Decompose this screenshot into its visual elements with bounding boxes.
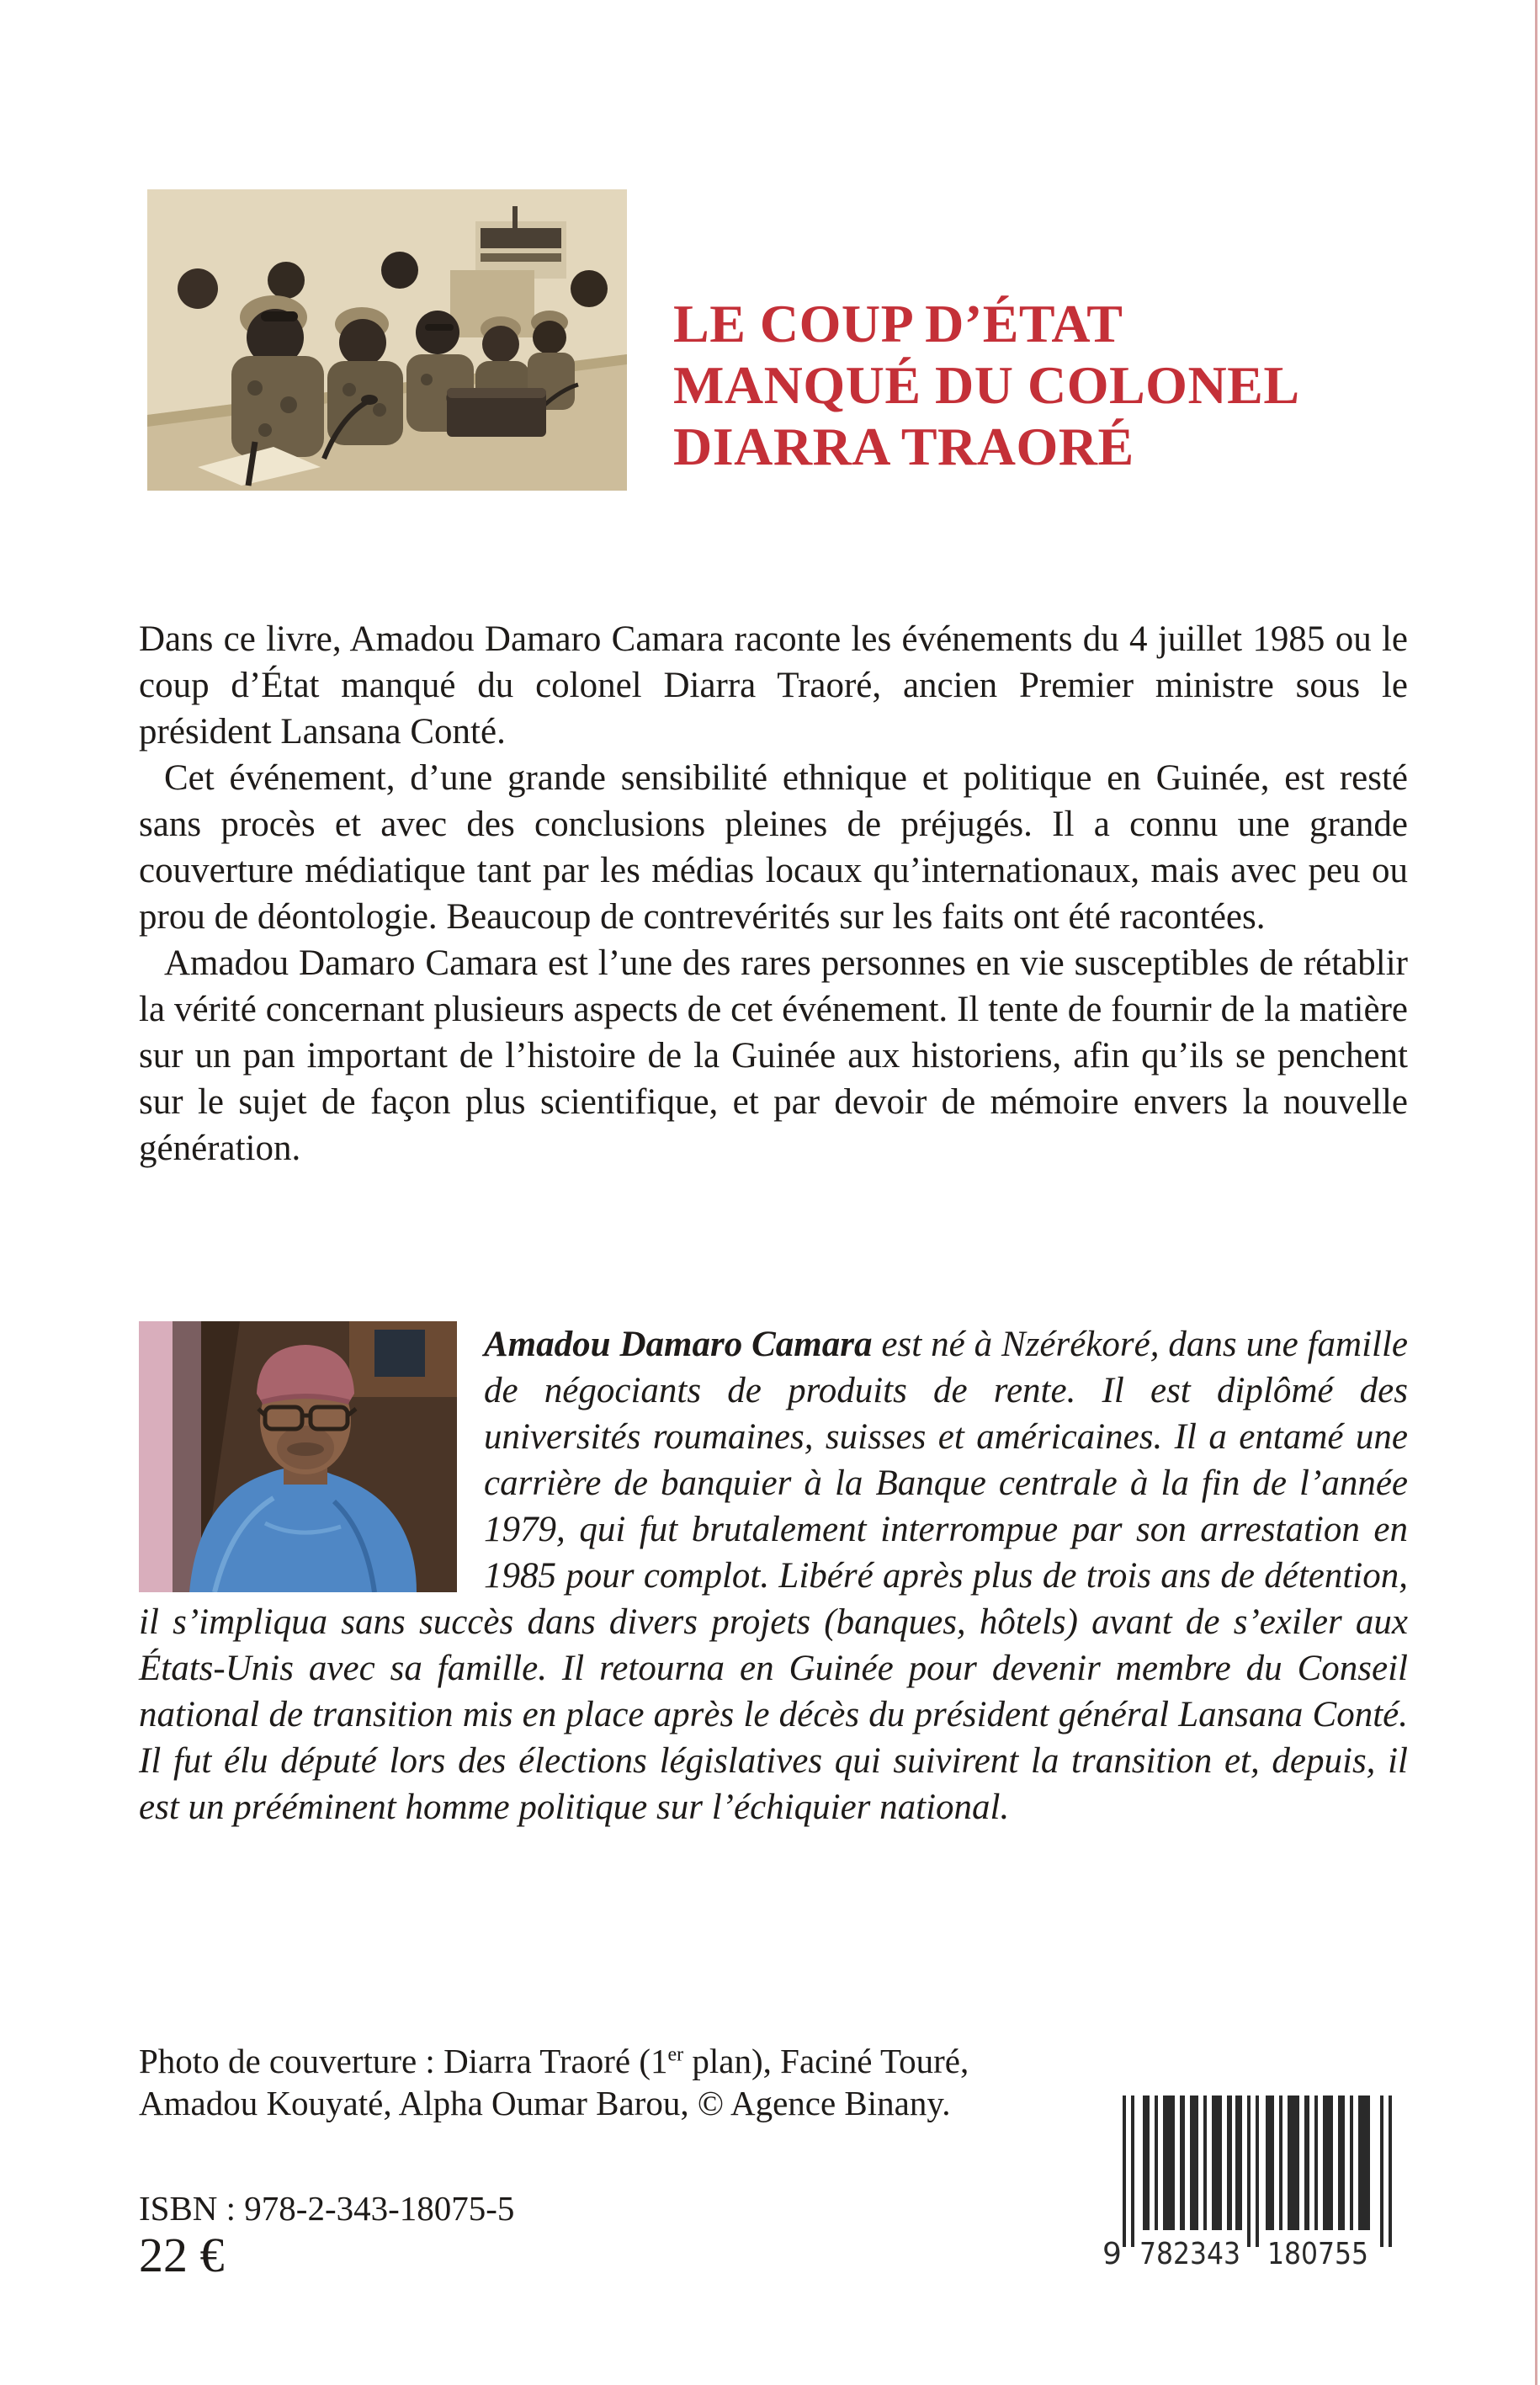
photo-credit-text: Photo de couverture : Diarra Traoré (1 bbox=[139, 2042, 668, 2080]
isbn-label: ISBN : 978-2-343-18075-5 bbox=[139, 2189, 515, 2228]
book-title bbox=[673, 293, 1447, 477]
author-bio-text: est né à Nzérékoré, dans une famille de négociants de produits de rente. Il est diplômé des universités roumaines, suisses et américaines. Il a entamé une carrière de banquier à la Banque centrale à la fin de l’année 1979, qui fut brutalement interrompue par son arrestation en 1985 pour complot. Libéré après plus de trois ans de détention, il s’impliqua sans succès dans divers projets (banques, hôtels) avant de s’exiler aux États-Unis avec sa famille. Il retourna en Guinée pour devenir membre du Conseil national de transition mis en place après le décès du président général Lansana Conté. Il fut élu député lors des élections législatives qui suivirent la transition et, depuis, il est un prééminent homme politique sur l’échiquier national. bbox=[139, 1325, 1408, 1827]
synopsis-paragraph-1: Dans ce livre, Amadou Damaro Camara raconte les événements du 4 juillet 1985 ou le coup d’État manqué du colonel Diarra Traoré, ancien Premier ministre sous le président Lansana Conté. bbox=[139, 619, 1408, 752]
book-title-line-3: DIARRA TRAORÉ bbox=[673, 417, 1134, 476]
synopsis-paragraph-3: Amadou Damaro Camara est l’une des rares personnes en vie susceptibles de rétablir la vérité concernant plusieurs aspects de cet événement. Il tente de fournir de la matière sur un pan important de l’histoire de la Guinée aux historiens, afin qu’ils se penchent sur le sujet de façon plus scientifique, et par devoir de mémoire envers la nouvelle génération. bbox=[139, 943, 1408, 1168]
barcode-digits-group-1: 782343 bbox=[1139, 2237, 1240, 2266]
book-title-line-1: LE COUP D’ÉTAT bbox=[673, 294, 1123, 353]
barcode-digits-group-2: 180755 bbox=[1267, 2237, 1368, 2266]
author-bio bbox=[139, 1321, 1408, 1830]
author-photo-illustration bbox=[139, 1321, 457, 1592]
cover-photo-illustration bbox=[147, 189, 627, 491]
cover-photo bbox=[147, 189, 627, 491]
photo-credit-text-after: plan), Faciné Touré, bbox=[683, 2042, 969, 2080]
author-name: Amadou Damaro Camara bbox=[484, 1325, 873, 1364]
price-label: 22 € bbox=[139, 2228, 225, 2282]
ean-barcode bbox=[1102, 2085, 1397, 2266]
photo-credit-line-2: Amadou Kouyaté, Alpha Oumar Barou, © Agence Binany. bbox=[139, 2084, 951, 2122]
photo-credit-superscript: er bbox=[667, 2043, 684, 2066]
synopsis-paragraph-2: Cet événement, d’une grande sensibilité ethnique et politique en Guinée, est resté sans procès et avec des conclusions pleines de préjugés. Il a connu une grande couverture médiatique tant par les médias locaux qu’internationaux, mais avec peu ou prou de déontologie. Beaucoup de contrevérités sur les faits ont été racontées. bbox=[139, 758, 1408, 937]
ean-barcode-bars bbox=[1102, 2085, 1397, 2266]
photo-credit bbox=[139, 2040, 1149, 2124]
author-photo bbox=[139, 1321, 457, 1592]
synopsis bbox=[139, 616, 1408, 1171]
photo-credit-line-1 bbox=[139, 2040, 1149, 2082]
right-edge-red-line bbox=[1535, 0, 1537, 2385]
book-title-line-2: MANQUÉ DU COLONEL bbox=[673, 355, 1300, 415]
barcode-digit-left: 9 bbox=[1102, 2237, 1122, 2266]
